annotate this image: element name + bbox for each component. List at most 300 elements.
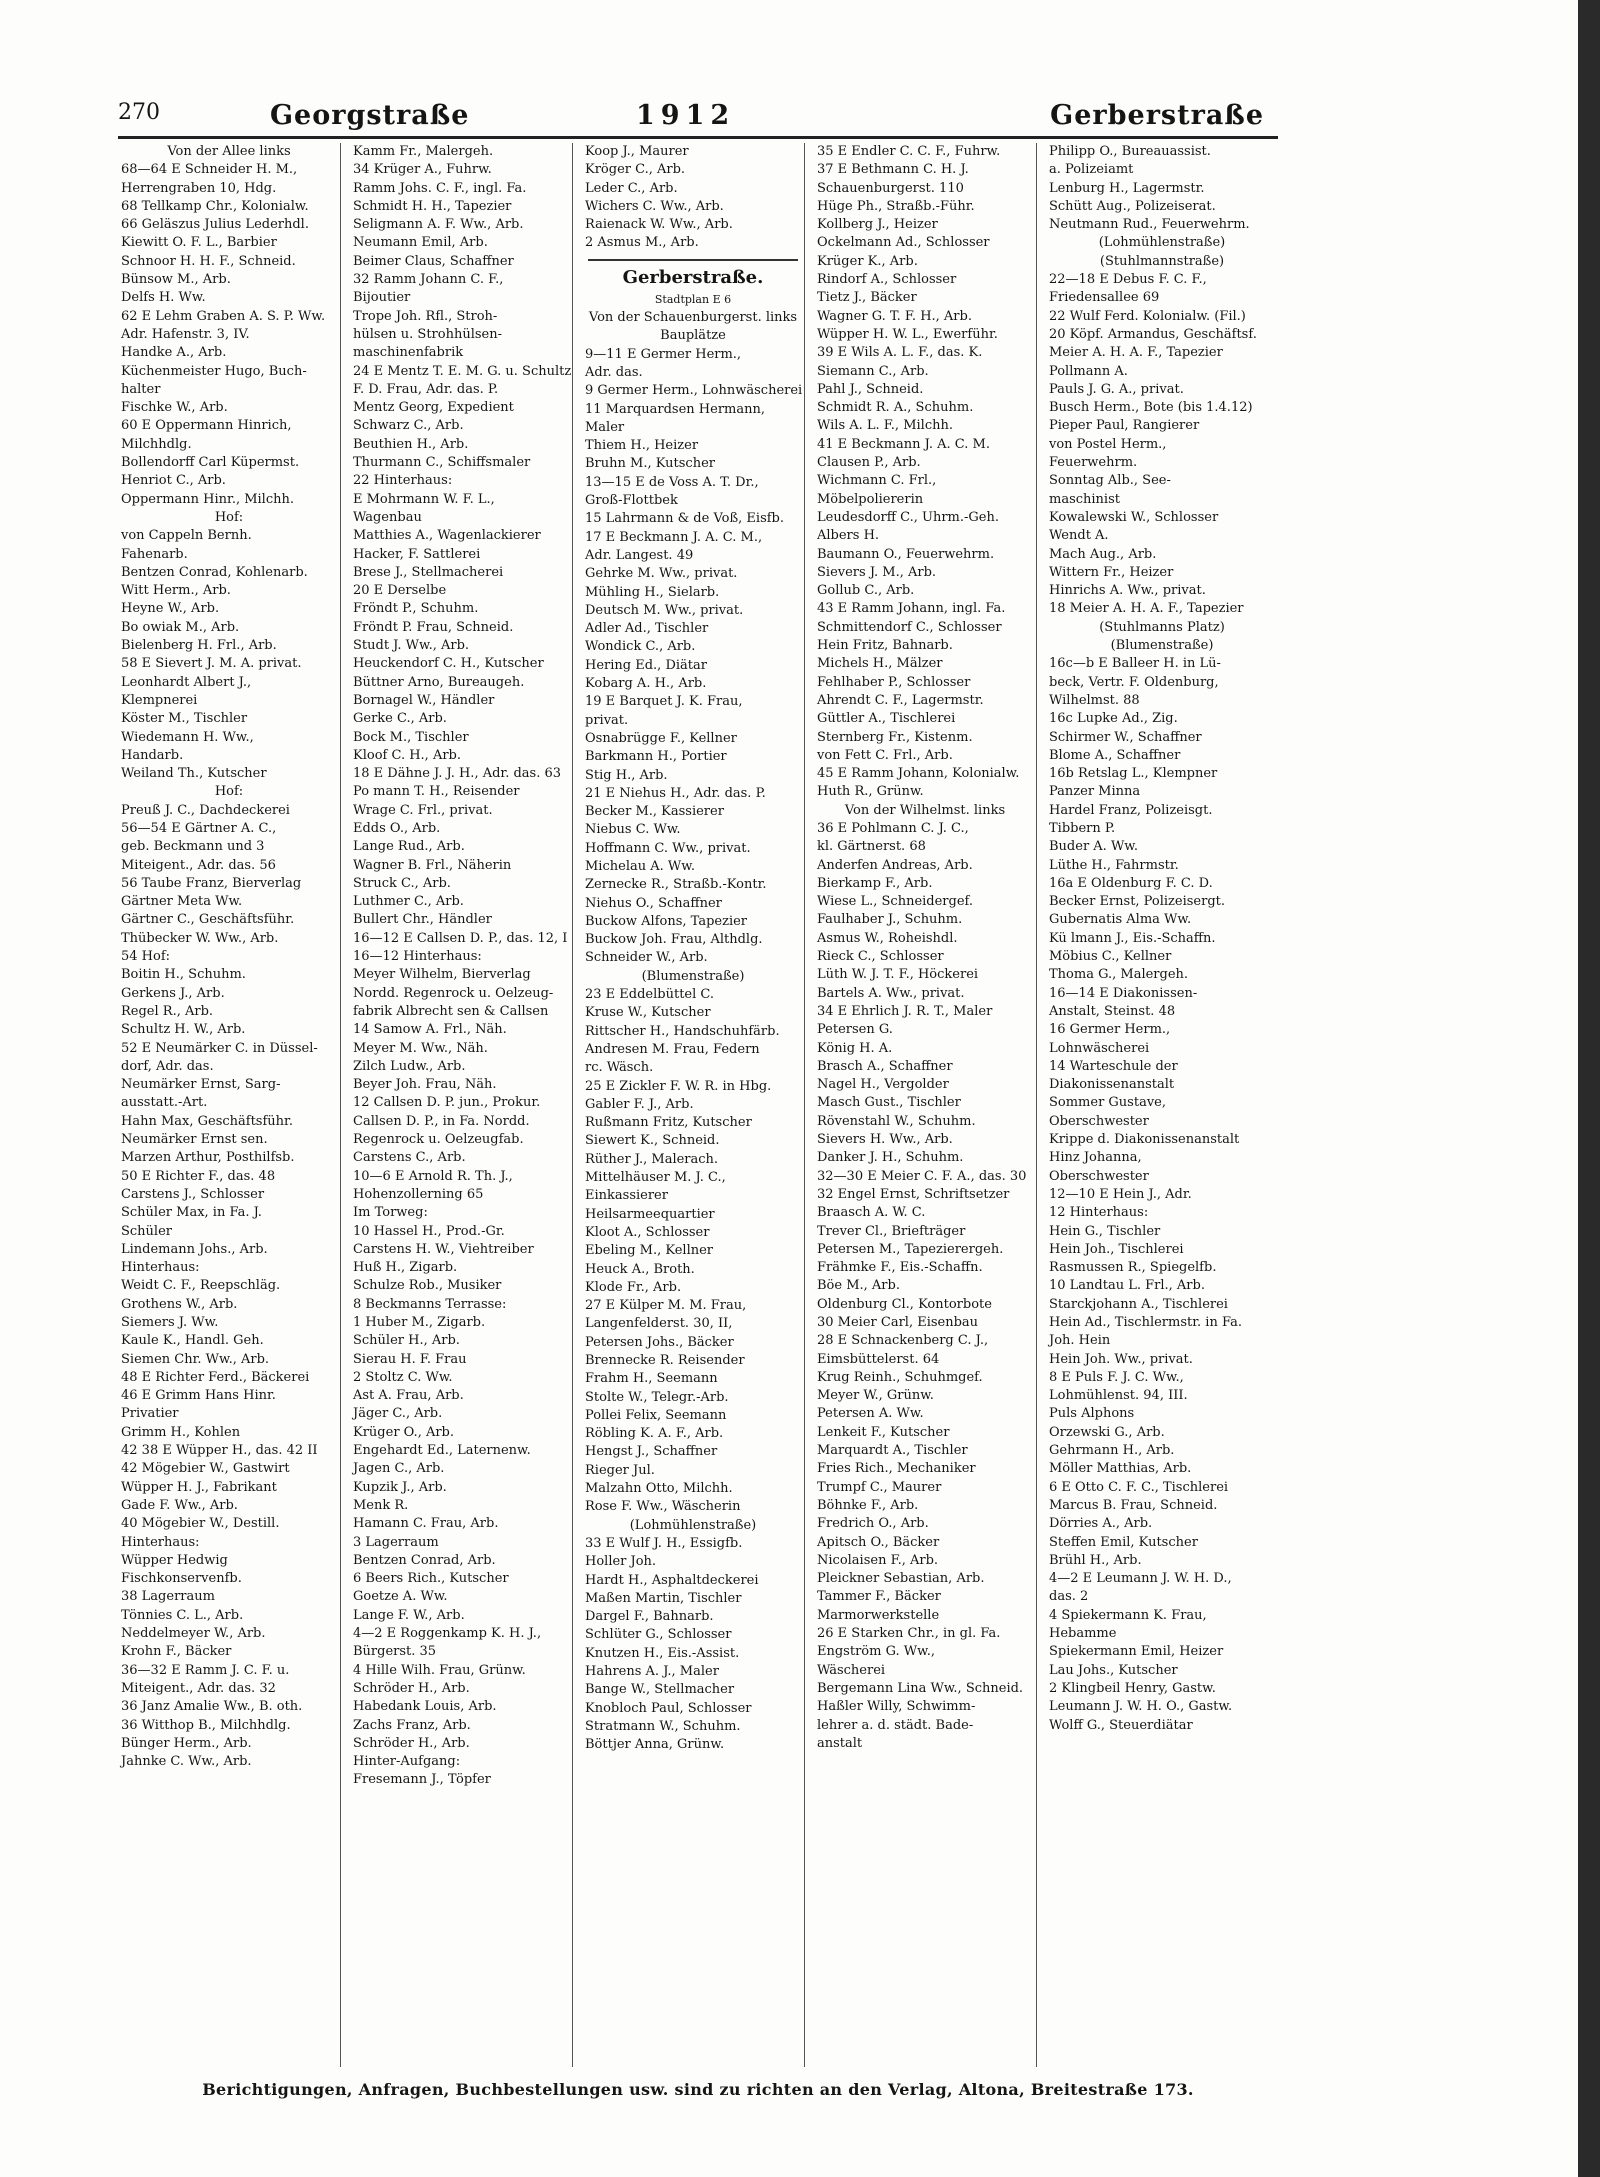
directory-entry: Böe M., Arb. <box>817 1278 900 1294</box>
directory-entry: Hein Ad., Tischlermstr. in Fa. <box>1049 1315 1242 1330</box>
directory-entry: König H. A. <box>817 1040 893 1056</box>
directory-entry: Neumann Emil, Arb. <box>353 235 488 251</box>
directory-entry: 4—2 E Leumann J. W. H. D., <box>1049 1571 1232 1587</box>
directory-entry: Stolte W., Telegr.-Arb. <box>585 1389 729 1405</box>
directory-entry: (Stuhlmannstraße) <box>1099 253 1225 269</box>
directory-entry: Marquardt A., Tischler <box>817 1443 968 1459</box>
directory-entry: Hebamme <box>1049 1626 1117 1642</box>
directory-entry: Zernecke R., Straßb.-Kontr. <box>585 877 767 893</box>
directory-entry: Wondick C., Arb. <box>585 639 696 655</box>
directory-entry: Hein Joh. Ww., privat. <box>1049 1351 1193 1367</box>
directory-entry: Siemann C., Arb. <box>817 363 929 379</box>
directory-entry: Kü lmann J., Eis.-Schaffn. <box>1049 930 1216 946</box>
directory-entry: Sierau H. F. Frau <box>353 1351 467 1367</box>
directory-entry: Siemen Chr. Ww., Arb. <box>121 1351 270 1367</box>
directory-entry: 54 Hof: <box>121 949 171 965</box>
column-4 <box>814 143 1037 2067</box>
directory-entry: Rüther J., Malerach. <box>585 1151 719 1167</box>
directory-entry: Rose F. Ww., Wäscherin <box>585 1499 741 1515</box>
directory-entry: Feuerwehrm. <box>1049 455 1138 471</box>
directory-entry: 43 E Ramm Johann, ingl. Fa. <box>817 601 1006 617</box>
directory-entry: Klode Fr., Arb. <box>585 1279 682 1295</box>
directory-entry: 36—32 E Ramm J. C. F. u. <box>121 1662 290 1678</box>
directory-entry: Frahm H., Seemann <box>585 1371 718 1387</box>
directory-entry: Engehardt Ed., Laternenw. <box>353 1443 531 1459</box>
directory-entry: Asmus W., Roheishdl. <box>817 930 958 946</box>
directory-entry: Hinrichs A. Ww., privat. <box>1049 583 1206 599</box>
directory-entry: Ebeling M., Kellner <box>585 1243 714 1259</box>
directory-entry: Lau Johs., Kutscher <box>1049 1662 1178 1678</box>
directory-entry: Tietz J., Bäcker <box>817 290 917 306</box>
directory-entry: Brese J., Stellmacherei <box>353 564 504 580</box>
directory-entry: Neutmann Rud., Feuerwehrm. <box>1049 217 1250 233</box>
directory-entry: Goetze A. Ww. <box>353 1589 448 1605</box>
directory-entry: Rittscher H., Handschuhfärb. <box>585 1023 780 1039</box>
directory-entry: Zachs Franz, Arb. <box>353 1717 471 1733</box>
directory-entry: Adr. Hafenstr. 3, IV. <box>121 326 250 342</box>
directory-entry: Handarb. <box>121 747 184 763</box>
directory-entry: Küchenmeister Hugo, Buch- <box>121 363 307 379</box>
right-street-title: Gerberstraße <box>1050 100 1264 131</box>
directory-entry: 9 Germer Herm., Lohnwäscherei <box>585 383 803 399</box>
directory-entry: geb. Beckmann und 3 <box>121 839 265 855</box>
directory-entry: Krohn F., Bäcker <box>121 1644 232 1660</box>
directory-entry: Gabler F. J., Arb. <box>585 1096 694 1112</box>
directory-entry: Witt Herm., Arb. <box>121 583 231 599</box>
directory-entry: (Lohmühlenstraße) <box>629 1517 757 1533</box>
page-header <box>118 96 1278 139</box>
directory-entry: 42 Mögebier W., Gastwirt <box>121 1461 290 1477</box>
directory-entry: 12—10 E Hein J., Adr. <box>1049 1186 1192 1202</box>
directory-entry: 22 Wulf Ferd. Kolonialw. (Fil.) <box>1049 308 1246 324</box>
directory-entry: Fries Rich., Mechaniker <box>817 1461 976 1477</box>
directory-entry: Gehrmann H., Arb. <box>1049 1443 1175 1459</box>
directory-entry: Thübecker W. Ww., Arb. <box>121 930 279 946</box>
directory-entry: 10—6 E Arnold R. Th. J., <box>353 1168 513 1184</box>
directory-entry: Lenkeit F., Kutscher <box>817 1424 950 1440</box>
directory-entry: Albers H. <box>817 528 880 544</box>
directory-entry: Friedensallee 69 <box>1049 290 1160 306</box>
directory-entry: Marcus B. Frau, Schneid. <box>1049 1497 1218 1513</box>
directory-entry: Schütt Aug., Polizeiserat. <box>1049 198 1216 214</box>
directory-entry: Bauplätze <box>660 328 726 344</box>
directory-entry: Tibbern P. <box>1049 820 1116 836</box>
directory-entry: 68 Tellkamp Chr., Kolonialw. <box>121 198 309 214</box>
directory-entry: Petersen A. Ww. <box>817 1406 924 1422</box>
directory-entry: Matthies A., Wagenlackierer <box>353 528 541 544</box>
directory-entry: ausstatt.-Art. <box>121 1095 208 1111</box>
directory-entry: Wiedemann H. Ww., <box>121 729 254 745</box>
directory-entry: 14 Samow A. Frl., Näh. <box>353 1022 507 1038</box>
directory-entry: Möbelpoliererin <box>817 491 924 507</box>
directory-entry: Rövenstahl W., Schuhm. <box>817 1113 976 1129</box>
directory-entry: Ramm Johs. C. F., ingl. Fa. <box>353 180 527 196</box>
directory-entry: Bünger Herm., Arb. <box>121 1735 252 1751</box>
directory-entry: Nagel H., Vergolder <box>817 1077 949 1093</box>
directory-entry: Krippe d. Diakonissenanstalt <box>1049 1132 1240 1148</box>
directory-entry: Po mann T. H., Reisender <box>353 784 520 800</box>
directory-entry: Schüler Max, in Fa. J. <box>121 1205 262 1221</box>
directory-entry: Bentzen Conrad, Arb. <box>353 1552 496 1568</box>
directory-entry: Herrengraben 10, Hdg. <box>121 180 277 196</box>
directory-entry: Kloof C. H., Arb. <box>353 747 462 763</box>
directory-entry: Kobarg A. H., Arb. <box>585 676 707 692</box>
directory-entry: Hein Joh., Tischlerei <box>1049 1241 1184 1257</box>
directory-entry: 24 E Mentz T. E. M. G. u. Schultz <box>353 363 572 379</box>
directory-entry: Huth R., Grünw. <box>817 784 924 800</box>
directory-entry: Kiewitt O. F. L., Barbier <box>121 235 277 251</box>
directory-entry: 4 Spiekermann K. Frau, <box>1049 1607 1207 1623</box>
directory-entry: 42 38 E Wüpper H., das. 42 II <box>121 1443 318 1459</box>
directory-entry: a. Polizeiamt <box>1049 162 1134 178</box>
directory-entry: Oberschwester <box>1049 1168 1149 1184</box>
directory-entry: Haßler Willy, Schwimm- <box>817 1699 976 1715</box>
directory-entry: rc. Wäsch. <box>585 1060 654 1076</box>
directory-entry: Wäscherei <box>817 1662 886 1678</box>
directory-entry: (Blumenstraße) <box>641 968 745 984</box>
directory-entry: Osnabrügge F., Kellner <box>585 730 737 746</box>
directory-entry: Leonhardt Albert J., <box>121 674 252 690</box>
directory-entry: Heilsarmeequartier <box>585 1206 715 1222</box>
directory-entry: 38 Lagerraum <box>121 1589 215 1605</box>
directory-entry: Hof: <box>214 509 244 525</box>
directory-entry: Anderfen Andreas, Arb. <box>817 857 973 873</box>
street-heading: Gerberstraße. <box>622 266 764 288</box>
directory-entry: Röbling K. A. F., Arb. <box>585 1426 724 1442</box>
directory-entry: 35 E Endler C. C. F., Fuhrw. <box>817 144 1001 159</box>
directory-entry: Gehrke M. Ww., privat. <box>585 566 738 582</box>
directory-entry: 18 Meier A. H. A. F., Tapezier <box>1049 601 1244 617</box>
directory-entry: Ahrendt C. F., Lagermstr. <box>817 692 984 708</box>
directory-entry: 21 E Niehus H., Adr. das. P. <box>585 785 766 801</box>
directory-entry: Thurmann C., Schiffsmaler <box>353 455 531 471</box>
directory-entry: Langenfelderst. 30, II, <box>585 1316 733 1332</box>
directory-entry: Pieper Paul, Rangierer <box>1049 418 1200 434</box>
directory-entry: Krüger O., Arb. <box>353 1424 455 1440</box>
directory-entry: halter <box>121 381 161 397</box>
directory-entry: Fischkonservenfb. <box>121 1571 242 1587</box>
directory-entry: Sternberg Fr., Kistenm. <box>817 729 973 745</box>
directory-entry: Knutzen H., Eis.-Assist. <box>585 1645 740 1661</box>
column-2 <box>350 143 573 2067</box>
directory-entry: Böhnke F., Arb. <box>817 1497 919 1513</box>
directory-entry: Fröndt P., Schuhm. <box>353 601 479 617</box>
directory-entry: Brennecke R. Reisender <box>585 1353 745 1368</box>
directory-entry: Mentz Georg, Expedient <box>353 400 514 416</box>
directory-entry: Heyne W., Arb. <box>121 601 220 617</box>
directory-entry: Dörries A., Arb. <box>1049 1516 1153 1532</box>
directory-entry: Jäger C., Arb. <box>353 1406 443 1422</box>
directory-entry: Wittern Fr., Heizer <box>1049 564 1174 580</box>
directory-entry: Wüpper H. J., Fabrikant <box>121 1479 277 1495</box>
directory-entry: Möbius C., Kellner <box>1049 949 1172 965</box>
directory-entry: Meyer M. Ww., Näh. <box>353 1040 488 1056</box>
directory-entry: Hamann C. Frau, Arb. <box>353 1516 499 1532</box>
directory-entry: Neddelmeyer W., Arb. <box>121 1626 266 1642</box>
directory-entry: Mach Aug., Arb. <box>1049 546 1157 562</box>
directory-entry: F. D. Frau, Adr. das. P. <box>353 381 499 397</box>
directory-entry: Seligmann A. F. Ww., Arb. <box>353 217 524 233</box>
directory-entry: Bartels A. Ww., privat. <box>817 985 965 1001</box>
directory-entry: 39 E Wils A. L. F., das. K. <box>817 345 983 361</box>
directory-entry: Ast A. Frau, Arb. <box>353 1388 464 1404</box>
directory-entry: Bollendorff Carl Küpermst. <box>121 455 300 471</box>
directory-entry: Privatier <box>121 1406 179 1422</box>
directory-entry: Edds O., Arb. <box>353 820 441 836</box>
directory-entry: Sommer Gustave, <box>1049 1095 1166 1111</box>
page-number: 270 <box>118 100 160 125</box>
directory-entry: 45 E Ramm Johann, Kolonialw. <box>817 766 1020 782</box>
directory-entry: 15 Lahrmann & de Voß, Eisfb. <box>585 511 785 527</box>
directory-entry: Kowalewski W., Schlosser <box>1049 509 1219 525</box>
directory-entry: Petersen G. <box>817 1022 893 1038</box>
directory-entry: Bijoutier <box>353 290 411 306</box>
directory-entry: Bielenberg H. Frl., Arb. <box>121 638 277 654</box>
columns <box>118 143 1278 2067</box>
directory-entry: beck, Vertr. F. Oldenburg, <box>1049 674 1219 690</box>
directory-entry: Heuck A., Broth. <box>585 1261 695 1277</box>
directory-entry: 62 E Lehm Graben A. S. P. Ww. <box>121 308 326 324</box>
directory-entry: Köster M., Tischler <box>121 711 248 727</box>
directory-entry: Büttner Arno, Bureaugeh. <box>353 674 525 690</box>
directory-entry: anstalt <box>817 1735 863 1751</box>
directory-entry: Mühling H., Sielarb. <box>585 584 720 600</box>
directory-entry: 12 Hinterhaus: <box>1049 1205 1149 1221</box>
directory-entry: Lüth W. J. T. F., Höckerei <box>817 967 979 983</box>
directory-entry: (Stuhlmanns Platz) <box>1099 619 1225 635</box>
directory-entry: Schüler <box>121 1223 172 1239</box>
directory-entry: 2 Stoltz C. Ww. <box>353 1369 453 1385</box>
directory-entry: Schnoor H. H. F., Schneid. <box>121 253 296 269</box>
directory-entry: Diakonissenanstalt <box>1049 1077 1175 1093</box>
directory-entry: 2 Klingbeil Henry, Gastw. <box>1049 1680 1216 1696</box>
directory-entry: Hüge Ph., Straßb.-Führ. <box>817 198 975 214</box>
directory-entry: Stratmann W., Schuhm. <box>585 1718 741 1734</box>
directory-entry: Kaule K., Handl. Geh. <box>121 1333 264 1349</box>
directory-entry: Siemers J. Ww. <box>121 1315 219 1330</box>
directory-entry: Andresen M. Frau, Federn <box>585 1041 760 1057</box>
year-title: 1912 <box>636 100 736 131</box>
directory-entry: Eimsbüttelerst. 64 <box>817 1351 940 1367</box>
directory-entry: Neumärker Ernst, Sarg- <box>121 1077 281 1093</box>
directory-entry: Schneider W., Arb. <box>585 950 708 966</box>
directory-entry: 16—12 E Callsen D. P., das. 12, I <box>353 930 568 946</box>
directory-entry: Petersen Johs., Bäcker <box>585 1334 734 1350</box>
directory-entry: Hardel Franz, Polizeisgt. <box>1049 802 1213 818</box>
directory-entry: 9—11 E Germer Herm., <box>585 346 742 362</box>
directory-entry: Lohmühlenst. 94, III. <box>1049 1388 1188 1404</box>
directory-entry: Danker J. H., Schuhm. <box>817 1150 964 1166</box>
directory-entry: Pahl J., Schneid. <box>817 381 924 397</box>
directory-entry: Fredrich O., Arb. <box>817 1516 929 1532</box>
directory-entry: 34 Krüger A., Fuhrw. <box>353 162 492 178</box>
directory-entry: Sievers H. Ww., Arb. <box>817 1132 953 1148</box>
directory-entry: Carstens C., Arb. <box>353 1150 466 1166</box>
directory-entry: Hinter-Aufgang: <box>353 1754 461 1770</box>
directory-entry: Fresemann J., Töpfer <box>353 1772 491 1788</box>
directory-entry: Deutsch M. Ww., privat. <box>585 602 744 618</box>
directory-entry: Petersen M., Tapezierergeh. <box>817 1241 1004 1257</box>
directory-entry: Hahn Max, Geschäftsführ. <box>121 1113 293 1129</box>
directory-entry: Buckow Joh. Frau, Althdlg. <box>585 932 763 948</box>
directory-entry: 18 E Dähne J. J. H., Adr. das. 63 <box>353 766 562 782</box>
directory-entry: 4 Hille Wilh. Frau, Grünw. <box>353 1662 526 1678</box>
directory-entry: privat. <box>585 712 629 728</box>
directory-entry: Michels H., Mälzer <box>817 656 943 672</box>
directory-entry: Bierkamp F., Arb. <box>817 875 933 891</box>
directory-entry: 56 Taube Franz, Bierverlag <box>121 875 302 891</box>
directory-entry: Schwarz C., Arb. <box>353 418 464 434</box>
directory-entry: 10 Hassel H., Prod.-Gr. <box>353 1223 505 1239</box>
directory-entry: Regenrock u. Oelzeugfab. <box>353 1132 524 1148</box>
directory-entry: Sonntag Alb., See- <box>1049 473 1171 489</box>
directory-entry: Hoffmann C. Ww., privat. <box>585 840 751 856</box>
directory-entry: Raienack W. Ww., Arb. <box>585 217 733 233</box>
map-reference: Stadtplan E 6 <box>654 292 732 306</box>
directory-entry: Trever Cl., Briefträger <box>817 1223 966 1239</box>
directory-entry: Pleickner Sebastian, Arb. <box>817 1571 985 1587</box>
directory-entry: Rieger Jul. <box>585 1462 655 1478</box>
directory-entry: Neumärker Ernst sen. <box>121 1132 268 1148</box>
directory-entry: Meier A. H. A. F., Tapezier <box>1049 345 1223 361</box>
directory-entry: Weiland Th., Kutscher <box>121 766 267 782</box>
directory-entry: Gärtner C., Geschäftsführ. <box>121 912 295 928</box>
directory-entry: Sievers J. M., Arb. <box>817 564 937 580</box>
directory-entry: Hacker, F. Sattlerei <box>353 546 481 562</box>
directory-entry: Leder C., Arb. <box>585 180 678 196</box>
directory-entry: Kruse W., Kutscher <box>585 1005 711 1021</box>
directory-entry: Heuckendorf C. H., Kutscher <box>353 656 544 672</box>
directory-entry: Wils A. L. F., Milchh. <box>817 418 953 434</box>
directory-entry: Bürgerst. 35 <box>353 1644 437 1660</box>
directory-entry: 16c Lupke Ad., Zig. <box>1049 711 1178 727</box>
directory-entry: Schröder H., Arb. <box>353 1735 470 1751</box>
directory-entry: (Lohmühlenstraße) <box>1098 235 1226 251</box>
directory-entry: Jahnke C. Ww., Arb. <box>121 1754 252 1770</box>
directory-entry: 27 E Külper M. M. Frau, <box>585 1298 747 1314</box>
directory-entry: 32 Ramm Johann C. F., <box>353 272 504 288</box>
directory-entry: 16—12 Hinterhaus: <box>353 949 482 965</box>
directory-entry: Henriot C., Arb. <box>121 473 226 489</box>
directory-entry: Von der Wilhelmst. links <box>844 802 1006 818</box>
directory-entry: Callsen D. P., in Fa. Nordd. <box>353 1113 530 1129</box>
directory-entry: Fahenarb. <box>121 546 188 562</box>
directory-entry: Kröger C., Arb. <box>585 162 686 178</box>
directory-entry: Rasmussen R., Spiegelfb. <box>1049 1260 1217 1276</box>
directory-entry: Thiem H., Heizer <box>585 438 699 454</box>
directory-entry: Michelau A. Ww. <box>585 858 695 874</box>
directory-entry: Braasch A. W. C. <box>817 1205 926 1221</box>
directory-entry: Knobloch Paul, Schlosser <box>585 1700 752 1716</box>
directory-entry: Wagner B. Frl., Näherin <box>353 857 512 873</box>
directory-entry: Maler <box>585 419 625 435</box>
directory-entry: Preuß J. C., Dachdeckerei <box>121 802 290 818</box>
directory-entry: Luthmer C., Arb. <box>353 894 464 910</box>
directory-entry: Engström G. Ww., <box>817 1644 935 1660</box>
directory-entry: 23 E Eddelbüttel C. <box>585 987 715 1003</box>
directory-entry: Wagenbau <box>353 509 422 525</box>
directory-entry: Adler Ad., Tischler <box>585 621 709 637</box>
directory-entry: Pollmann A. <box>1049 363 1128 379</box>
directory-entry: 36 Witthop B., Milchhdlg. <box>121 1717 291 1733</box>
directory-entry: Schmidt R. A., Schuhm. <box>817 400 974 416</box>
directory-entry: maschinenfabrik <box>353 345 464 361</box>
directory-entry: Böttjer Anna, Grünw. <box>585 1737 725 1753</box>
directory-entry: lehrer a. d. städt. Bade- <box>817 1717 974 1733</box>
directory-entry: Schröder H., Arb. <box>353 1680 470 1696</box>
directory-entry: von Cappeln Bernh. <box>121 528 252 544</box>
directory-entry: Habedank Louis, Arb. <box>353 1699 497 1715</box>
directory-entry: 40 Mögebier W., Destill. <box>121 1516 280 1532</box>
directory-entry: Weidt C. F., Reepschläg. <box>121 1278 281 1294</box>
directory-entry: Stig H., Arb. <box>585 767 668 783</box>
directory-entry: Koop J., Maurer <box>585 144 689 159</box>
directory-entry: Hohenzollerning 65 <box>353 1186 484 1202</box>
directory-entry: 19 E Barquet J. K. Frau, <box>585 694 743 710</box>
directory-entry: Barkmann H., Portier <box>585 749 727 765</box>
directory-entry: Gärtner Meta Ww. <box>121 894 243 910</box>
directory-entry: Im Torweg: <box>353 1205 428 1221</box>
directory-entry: das. 2 <box>1049 1589 1089 1605</box>
directory-entry: Buder A. Ww. <box>1049 839 1139 855</box>
directory-entry: Schmittendorf C., Schlosser <box>817 619 1002 635</box>
directory-entry: Gerke C., Arb. <box>353 711 447 727</box>
directory-entry: Clausen P., Arb. <box>817 455 921 471</box>
directory-entry: 25 E Zickler F. W. R. in Hbg. <box>585 1078 772 1094</box>
directory-entry: Kamm Fr., Malergeh. <box>353 144 494 159</box>
directory-entry: Buckow Alfons, Tapezier <box>585 913 748 929</box>
directory-entry: 3 Lagerraum <box>353 1534 439 1550</box>
directory-entry: Wichmann C. Frl., <box>817 473 937 489</box>
directory-entry: 8 E Puls F. J. C. Ww., <box>1049 1369 1184 1385</box>
directory-entry: Hinterhaus: <box>121 1260 200 1276</box>
directory-entry: Kupzik J., Arb. <box>353 1479 447 1495</box>
column-5 <box>1046 143 1278 2067</box>
directory-entry: 32 Engel Ernst, Schriftsetzer <box>817 1186 1010 1202</box>
directory-entry: Bullert Chr., Händler <box>353 912 492 928</box>
directory-entry: Bünsow M., Arb. <box>121 272 231 288</box>
directory-entry: 26 E Starken Chr., in gl. Fa. <box>817 1626 1001 1642</box>
directory-entry: Boitin H., Schuhm. <box>121 967 246 983</box>
directory-entry: Studt J. Ww., Arb. <box>353 638 470 654</box>
directory-entry: Rieck C., Schlosser <box>817 949 944 965</box>
directory-entry: Bange W., Stellmacher <box>585 1682 735 1698</box>
directory-entry: Gerkens J., Arb. <box>121 985 225 1001</box>
directory-entry: 36 E Pohlmann C. J. C., <box>817 820 969 836</box>
directory-entry: E Mohrmann W. F. L., <box>353 491 495 507</box>
directory-entry: Holler Joh. <box>585 1554 657 1570</box>
directory-entry: 22—18 E Debus F. C. F., <box>1049 272 1207 288</box>
directory-entry: Tönnies C. L., Arb. <box>121 1607 244 1623</box>
directory-entry: 6 E Otto C. F. C., Tischlerei <box>1049 1479 1229 1495</box>
directory-entry: Lüthe H., Fahrmstr. <box>1049 857 1179 873</box>
directory-entry: Bock M., Tischler <box>353 729 469 745</box>
directory-entry: Wüpper H. W. L., Ewerführ. <box>817 326 998 342</box>
directory-entry: Niehus O., Schaffner <box>585 895 722 911</box>
directory-entry: Menk R. <box>353 1497 409 1513</box>
directory-entry: Thoma G., Malergeh. <box>1049 967 1189 983</box>
directory-entry: 30 Meier Carl, Eisenbau <box>817 1315 979 1330</box>
directory-entry: Orzewski G., Arb. <box>1049 1424 1165 1440</box>
directory-entry: 37 E Bethmann C. H. J. <box>817 162 969 178</box>
directory-entry: 14 Warteschule der <box>1049 1058 1178 1074</box>
directory-entry: Einkassierer <box>585 1188 668 1204</box>
directory-entry: Bergemann Lina Ww., Schneid. <box>817 1680 1024 1696</box>
directory-entry: 6 Beers Rich., Kutscher <box>353 1571 509 1587</box>
directory-entry: 2 Asmus M., Arb. <box>585 235 699 251</box>
directory-entry: Oldenburg Cl., Kontorbote <box>817 1296 992 1312</box>
directory-entry: Hinz Johanna, <box>1049 1150 1142 1166</box>
